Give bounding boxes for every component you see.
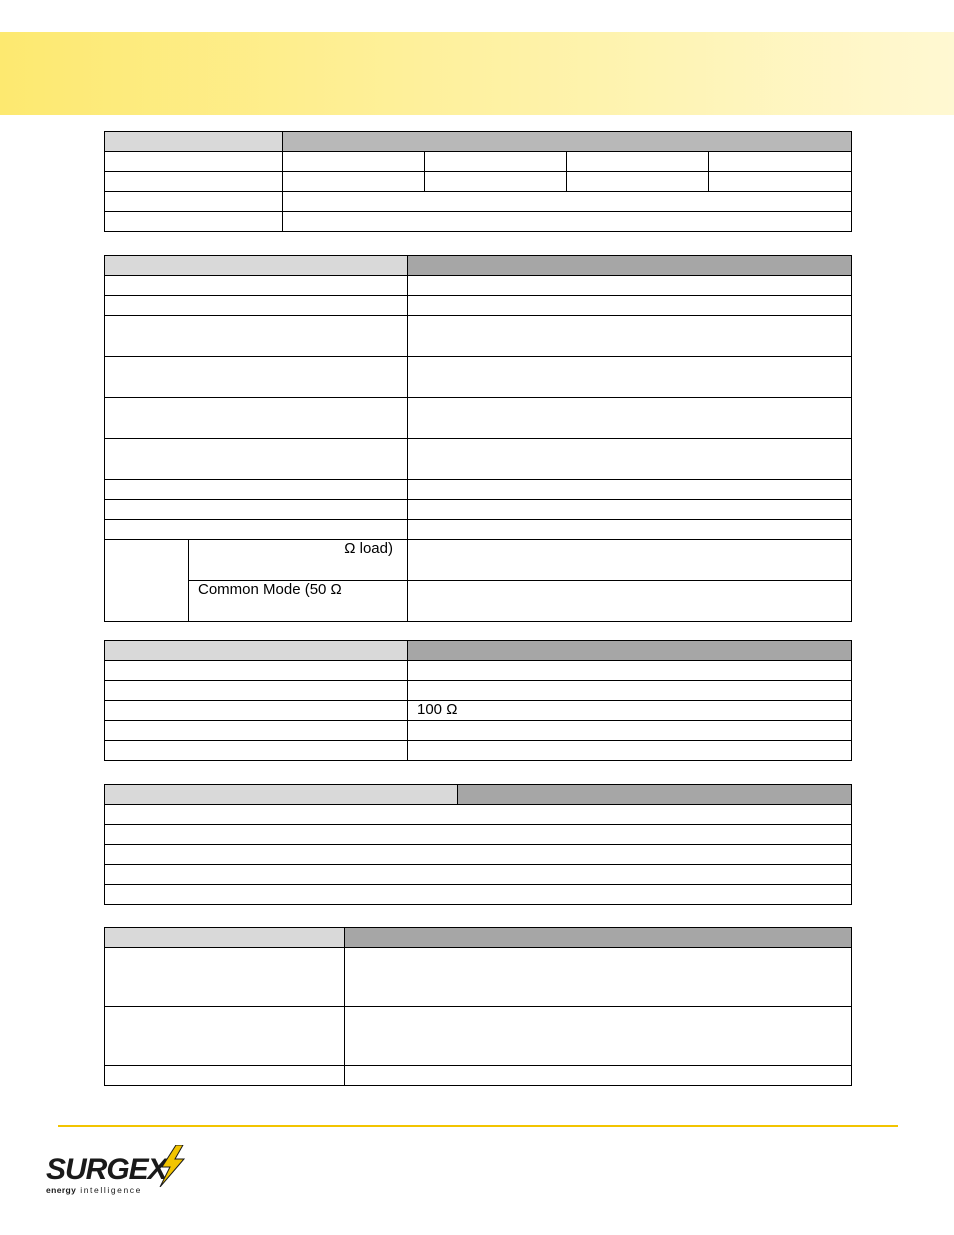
table-4-header-left xyxy=(105,785,458,805)
table-row xyxy=(105,276,408,296)
table-row xyxy=(105,398,408,439)
spec-table-3 xyxy=(104,640,851,761)
table-row xyxy=(105,316,408,357)
table-1-header-left xyxy=(105,132,283,152)
footer-divider xyxy=(58,1125,898,1127)
table-row xyxy=(105,721,408,741)
logo-wordmark: SURGEX xyxy=(46,1153,167,1186)
table-row xyxy=(105,701,408,721)
table-row xyxy=(105,845,852,865)
table-4-header-right xyxy=(458,785,852,805)
table-row xyxy=(105,865,852,885)
table-row xyxy=(105,805,852,825)
load-common-label: Common Mode (50 Ω xyxy=(189,581,408,622)
spec-table-1 xyxy=(104,131,851,232)
table-1-header-right xyxy=(283,132,852,152)
load-differential-label: Ω load) xyxy=(189,540,408,581)
lightning-bolt-icon xyxy=(156,1145,186,1187)
table-2-header-left xyxy=(105,256,408,276)
table-row xyxy=(105,500,408,520)
table-row xyxy=(105,296,408,316)
load-group-cell xyxy=(105,540,189,622)
table-row xyxy=(105,520,408,540)
table-5-header-left xyxy=(105,928,345,948)
table-2-header-right xyxy=(408,256,852,276)
table-row xyxy=(105,681,408,701)
table-row xyxy=(105,192,283,212)
table-row xyxy=(105,172,283,192)
table-row xyxy=(105,480,408,500)
surgex-logo xyxy=(44,1145,194,1200)
impedance-value: 100 Ω xyxy=(408,701,852,721)
table-row xyxy=(105,439,408,480)
header-band xyxy=(0,32,954,115)
table-row xyxy=(105,212,283,232)
spec-table-2 xyxy=(104,255,851,622)
table-3-header-left xyxy=(105,641,408,661)
table-row xyxy=(105,825,852,845)
table-row xyxy=(105,948,345,1007)
table-row xyxy=(105,1066,345,1086)
logo-tagline: energy intelligence xyxy=(46,1185,142,1195)
table-row xyxy=(105,885,852,905)
table-row xyxy=(105,661,408,681)
table-row xyxy=(105,1007,345,1066)
table-row xyxy=(105,741,408,761)
spec-table-5 xyxy=(104,927,851,1086)
table-row xyxy=(105,357,408,398)
table-5-header-right xyxy=(345,928,852,948)
table-row xyxy=(105,152,283,172)
table-3-header-right xyxy=(408,641,852,661)
spec-table-4 xyxy=(104,784,851,905)
